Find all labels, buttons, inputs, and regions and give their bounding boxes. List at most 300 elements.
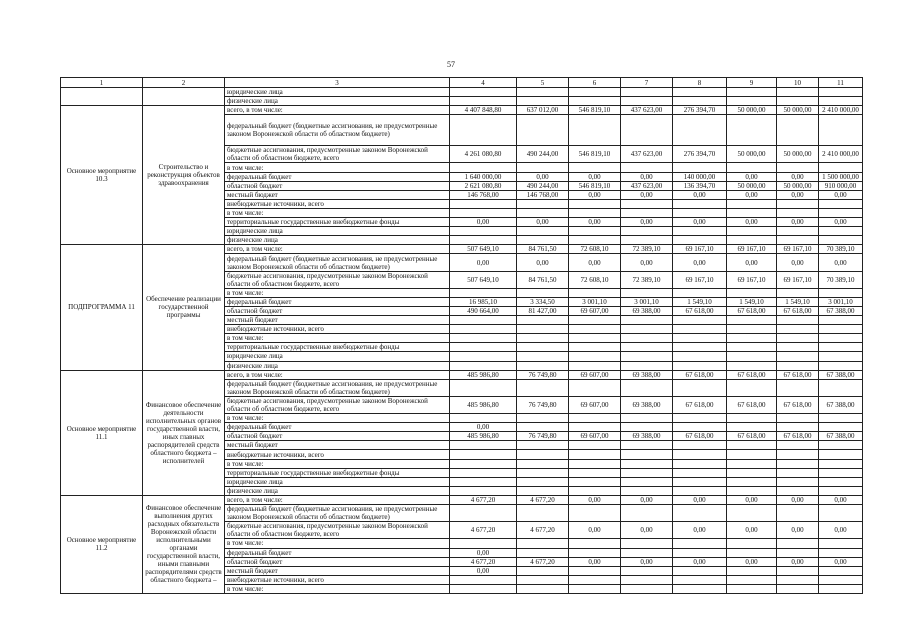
amount-cell	[777, 450, 819, 459]
funding-source-cell: областной бюджет	[225, 181, 450, 190]
amount-cell: 69 167,10	[673, 271, 727, 288]
amount-cell	[727, 539, 777, 548]
amount-cell	[727, 352, 777, 361]
amount-cell	[569, 343, 621, 352]
amount-cell	[777, 88, 819, 97]
amount-cell: 76 749,80	[517, 396, 569, 413]
amount-cell	[727, 325, 777, 334]
amount-cell	[727, 361, 777, 370]
amount-cell	[673, 505, 727, 522]
amount-cell	[621, 441, 673, 450]
amount-cell: 490 244,00	[517, 146, 569, 163]
funding-source-cell: в том числе:	[225, 334, 450, 343]
funding-source-cell: бюджетные ассигнования, предусмотренные законом Воронежской области об областном бюджете, всего	[225, 146, 450, 163]
amount-cell	[727, 477, 777, 486]
amount-cell: 67 618,00	[673, 306, 727, 315]
amount-cell	[517, 379, 569, 396]
amount-cell	[517, 548, 569, 557]
amount-cell	[819, 441, 863, 450]
amount-cell	[621, 208, 673, 217]
funding-source-cell: внебюджетные источники, всего	[225, 575, 450, 584]
amount-cell: 0,00	[621, 254, 673, 271]
amount-cell	[517, 423, 569, 432]
amount-cell	[819, 575, 863, 584]
amount-cell	[727, 288, 777, 297]
amount-cell: 0,00	[450, 566, 517, 575]
amount-cell: 0,00	[777, 254, 819, 271]
amount-cell	[517, 325, 569, 334]
amount-cell	[819, 459, 863, 468]
funding-source-cell: физические лица	[225, 236, 450, 245]
funding-source-cell: физические лица	[225, 361, 450, 370]
funding-source-cell: внебюджетные источники, всего	[225, 199, 450, 208]
amount-cell	[673, 566, 727, 575]
amount-cell	[727, 199, 777, 208]
funding-source-cell: юридические лица	[225, 352, 450, 361]
amount-cell	[727, 236, 777, 245]
column-header: 9	[727, 78, 777, 88]
amount-cell: 0,00	[569, 522, 621, 539]
amount-cell	[819, 352, 863, 361]
amount-cell	[569, 566, 621, 575]
amount-cell: 67 618,00	[673, 370, 727, 379]
amount-cell: 0,00	[727, 190, 777, 199]
amount-cell: 50 000,00	[777, 181, 819, 190]
amount-cell	[727, 163, 777, 172]
amount-cell	[569, 486, 621, 495]
amount-cell	[621, 505, 673, 522]
amount-cell: 437 623,00	[621, 106, 673, 115]
funding-source-cell: территориальные государственные внебюджетные фонды	[225, 343, 450, 352]
amount-cell: 1 549,10	[777, 297, 819, 306]
amount-cell	[819, 115, 863, 146]
amount-cell: 507 649,10	[450, 271, 517, 288]
amount-cell	[727, 423, 777, 432]
amount-cell: 84 761,50	[517, 245, 569, 254]
amount-cell: 67 618,00	[727, 432, 777, 441]
amount-cell	[673, 450, 727, 459]
amount-cell	[673, 199, 727, 208]
amount-cell: 4 677,20	[517, 495, 569, 504]
amount-cell: 0,00	[621, 522, 673, 539]
amount-cell	[450, 316, 517, 325]
column-header: 8	[673, 78, 727, 88]
amount-cell	[727, 414, 777, 423]
amount-cell	[777, 227, 819, 236]
funding-source-cell: бюджетные ассигнования, предусмотренные законом Воронежской области об областном бюджете, всего	[225, 522, 450, 539]
amount-cell	[727, 441, 777, 450]
amount-cell: 637 012,00	[517, 106, 569, 115]
activity-name-cell	[61, 88, 143, 106]
budget-table-container	[60, 77, 863, 594]
activity-description-cell: Строительство и реконструкция объектов здравоохранения	[143, 106, 225, 245]
amount-cell: 437 623,00	[621, 146, 673, 163]
amount-cell	[673, 414, 727, 423]
amount-cell	[777, 468, 819, 477]
amount-cell	[517, 441, 569, 450]
amount-cell: 0,00	[517, 172, 569, 181]
amount-cell	[777, 584, 819, 593]
amount-cell: 72 608,10	[569, 245, 621, 254]
amount-cell: 69 167,10	[777, 245, 819, 254]
amount-cell	[517, 97, 569, 106]
amount-cell	[673, 208, 727, 217]
amount-cell: 67 618,00	[673, 396, 727, 413]
amount-cell	[569, 97, 621, 106]
amount-cell: 69 167,10	[727, 271, 777, 288]
amount-cell: 67 618,00	[777, 432, 819, 441]
amount-cell	[517, 236, 569, 245]
funding-source-cell: бюджетные ассигнования, предусмотренные законом Воронежской области об областном бюджете, всего	[225, 271, 450, 288]
amount-cell: 69 388,00	[621, 306, 673, 315]
amount-cell: 0,00	[673, 218, 727, 227]
amount-cell	[621, 334, 673, 343]
amount-cell	[621, 548, 673, 557]
amount-cell	[450, 441, 517, 450]
amount-cell: 0,00	[727, 172, 777, 181]
activity-name-cell: Основное мероприятие 11.2	[61, 495, 143, 593]
amount-cell: 69 607,00	[569, 370, 621, 379]
amount-cell	[777, 97, 819, 106]
funding-source-cell: федеральный бюджет (бюджетные ассигнования, не предусмотренные законом Воронежской области об областном бюджете)	[225, 505, 450, 522]
funding-source-cell: областной бюджет	[225, 306, 450, 315]
amount-cell	[450, 539, 517, 548]
column-header: 2	[143, 78, 225, 88]
amount-cell: 910 000,00	[819, 181, 863, 190]
amount-cell	[777, 236, 819, 245]
amount-cell: 72 389,10	[621, 271, 673, 288]
amount-cell	[621, 325, 673, 334]
amount-cell	[819, 288, 863, 297]
amount-cell: 0,00	[727, 495, 777, 504]
amount-cell: 0,00	[727, 522, 777, 539]
amount-cell	[569, 379, 621, 396]
amount-cell	[569, 236, 621, 245]
amount-cell: 50 000,00	[777, 146, 819, 163]
amount-cell	[621, 88, 673, 97]
amount-cell: 276 394,70	[673, 146, 727, 163]
amount-cell	[777, 423, 819, 432]
amount-cell	[569, 548, 621, 557]
activity-name-cell: ПОДПРОГРАММА 11	[61, 245, 143, 370]
amount-cell	[450, 361, 517, 370]
amount-cell	[450, 584, 517, 593]
amount-cell	[569, 441, 621, 450]
amount-cell: 437 623,00	[621, 181, 673, 190]
amount-cell	[450, 486, 517, 495]
activity-description-cell	[143, 88, 225, 106]
amount-cell	[450, 343, 517, 352]
budget-table-body	[61, 78, 863, 594]
amount-cell	[517, 343, 569, 352]
amount-cell	[673, 88, 727, 97]
amount-cell	[727, 343, 777, 352]
amount-cell	[819, 486, 863, 495]
amount-cell	[727, 334, 777, 343]
amount-cell	[517, 584, 569, 593]
amount-cell	[673, 379, 727, 396]
funding-source-cell: всего, в том числе:	[225, 106, 450, 115]
amount-cell	[621, 459, 673, 468]
amount-cell	[517, 361, 569, 370]
amount-cell	[727, 450, 777, 459]
amount-cell	[621, 566, 673, 575]
amount-cell	[819, 316, 863, 325]
amount-cell	[621, 288, 673, 297]
amount-cell: 16 985,10	[450, 297, 517, 306]
amount-cell	[777, 575, 819, 584]
amount-cell	[727, 575, 777, 584]
amount-cell	[569, 539, 621, 548]
amount-cell	[673, 236, 727, 245]
amount-cell: 4 407 848,80	[450, 106, 517, 115]
amount-cell: 76 749,80	[517, 432, 569, 441]
amount-cell	[673, 115, 727, 146]
amount-cell	[673, 584, 727, 593]
amount-cell	[450, 288, 517, 297]
amount-cell: 84 761,50	[517, 271, 569, 288]
amount-cell	[673, 352, 727, 361]
amount-cell: 0,00	[777, 522, 819, 539]
amount-cell	[819, 361, 863, 370]
amount-cell	[727, 115, 777, 146]
amount-cell: 507 649,10	[450, 245, 517, 254]
amount-cell	[819, 539, 863, 548]
column-header: 4	[450, 78, 517, 88]
amount-cell: 0,00	[819, 522, 863, 539]
amount-cell	[569, 459, 621, 468]
amount-cell: 50 000,00	[727, 106, 777, 115]
funding-source-cell: территориальные государственные внебюджетные фонды	[225, 218, 450, 227]
amount-cell	[777, 325, 819, 334]
amount-cell	[819, 236, 863, 245]
amount-cell: 72 608,10	[569, 271, 621, 288]
amount-cell	[517, 163, 569, 172]
amount-cell	[727, 584, 777, 593]
column-header: 7	[621, 78, 673, 88]
funding-source-cell: всего, в том числе:	[225, 245, 450, 254]
funding-source-cell: в том числе:	[225, 414, 450, 423]
funding-source-cell: юридические лица	[225, 88, 450, 97]
funding-source-cell: всего, в том числе:	[225, 495, 450, 504]
amount-cell	[517, 352, 569, 361]
amount-cell: 4 677,20	[450, 522, 517, 539]
funding-source-cell: местный бюджет	[225, 566, 450, 575]
amount-cell	[621, 361, 673, 370]
amount-cell	[569, 477, 621, 486]
amount-cell	[819, 423, 863, 432]
amount-cell: 0,00	[819, 254, 863, 271]
amount-cell: 50 000,00	[777, 106, 819, 115]
amount-cell	[621, 236, 673, 245]
amount-cell	[450, 334, 517, 343]
funding-source-cell: федеральный бюджет	[225, 172, 450, 181]
amount-cell: 4 677,20	[517, 557, 569, 566]
amount-cell	[777, 208, 819, 217]
amount-cell: 70 389,10	[819, 271, 863, 288]
amount-cell	[673, 459, 727, 468]
amount-cell	[673, 227, 727, 236]
amount-cell	[569, 325, 621, 334]
amount-cell: 4 677,20	[450, 557, 517, 566]
amount-cell	[727, 459, 777, 468]
amount-cell: 0,00	[621, 557, 673, 566]
amount-cell	[673, 361, 727, 370]
column-header: 10	[777, 78, 819, 88]
amount-cell	[621, 115, 673, 146]
amount-cell	[673, 288, 727, 297]
amount-cell: 546 819,10	[569, 106, 621, 115]
amount-cell	[621, 379, 673, 396]
amount-cell	[450, 236, 517, 245]
amount-cell	[727, 208, 777, 217]
amount-cell: 67 618,00	[673, 432, 727, 441]
amount-cell	[450, 379, 517, 396]
amount-cell: 67 618,00	[777, 396, 819, 413]
amount-cell: 0,00	[777, 172, 819, 181]
amount-cell: 67 388,00	[819, 396, 863, 413]
funding-source-cell: федеральный бюджет (бюджетные ассигнования, не предусмотренные законом Воронежской области об областном бюджете)	[225, 379, 450, 396]
amount-cell	[569, 288, 621, 297]
amount-cell	[727, 548, 777, 557]
amount-cell	[819, 505, 863, 522]
amount-cell	[569, 88, 621, 97]
amount-cell	[517, 414, 569, 423]
amount-cell	[569, 163, 621, 172]
amount-cell	[673, 163, 727, 172]
amount-cell: 67 388,00	[819, 370, 863, 379]
amount-cell	[777, 343, 819, 352]
amount-cell: 2 410 000,00	[819, 146, 863, 163]
amount-cell	[819, 88, 863, 97]
amount-cell	[450, 459, 517, 468]
amount-cell	[673, 343, 727, 352]
funding-source-cell: федеральный бюджет	[225, 297, 450, 306]
amount-cell	[569, 414, 621, 423]
amount-cell	[777, 115, 819, 146]
amount-cell	[517, 227, 569, 236]
amount-cell	[621, 343, 673, 352]
amount-cell: 0,00	[569, 495, 621, 504]
amount-cell: 0,00	[569, 172, 621, 181]
amount-cell: 67 388,00	[819, 306, 863, 315]
amount-cell	[673, 97, 727, 106]
amount-cell	[621, 227, 673, 236]
amount-cell	[517, 316, 569, 325]
amount-cell	[517, 88, 569, 97]
amount-cell: 81 427,00	[517, 306, 569, 315]
amount-cell	[777, 288, 819, 297]
amount-cell	[621, 539, 673, 548]
amount-cell	[819, 414, 863, 423]
amount-cell	[569, 584, 621, 593]
amount-cell	[777, 539, 819, 548]
amount-cell: 69 167,10	[673, 245, 727, 254]
amount-cell	[673, 441, 727, 450]
amount-cell: 0,00	[450, 423, 517, 432]
amount-cell	[569, 227, 621, 236]
activity-description-cell: Финансовое обеспечение выполнения других расходных обязательств Воронежской области исполнительными органами государственной власти, иными главными распорядителями средств областного бюджета –	[143, 495, 225, 593]
amount-cell: 0,00	[621, 172, 673, 181]
amount-cell	[450, 199, 517, 208]
amount-cell	[569, 199, 621, 208]
amount-cell: 136 394,70	[673, 181, 727, 190]
amount-cell	[673, 477, 727, 486]
amount-cell	[727, 316, 777, 325]
amount-cell: 76 749,80	[517, 370, 569, 379]
amount-cell: 0,00	[673, 495, 727, 504]
amount-cell: 1 549,10	[727, 297, 777, 306]
amount-cell	[517, 575, 569, 584]
amount-cell	[777, 477, 819, 486]
funding-source-cell: физические лица	[225, 97, 450, 106]
amount-cell: 3 001,10	[819, 297, 863, 306]
amount-cell	[621, 414, 673, 423]
amount-cell: 546 819,10	[569, 181, 621, 190]
amount-cell: 0,00	[621, 495, 673, 504]
amount-cell: 485 986,80	[450, 370, 517, 379]
funding-source-cell: внебюджетные источники, всего	[225, 325, 450, 334]
amount-cell	[673, 325, 727, 334]
amount-cell: 0,00	[819, 218, 863, 227]
amount-cell	[727, 88, 777, 97]
amount-cell: 67 618,00	[727, 370, 777, 379]
funding-source-cell: территориальные государственные внебюджетные фонды	[225, 468, 450, 477]
amount-cell	[777, 441, 819, 450]
amount-cell	[517, 468, 569, 477]
amount-cell: 0,00	[819, 557, 863, 566]
column-header: 6	[569, 78, 621, 88]
amount-cell	[777, 163, 819, 172]
amount-cell	[450, 468, 517, 477]
amount-cell: 72 389,10	[621, 245, 673, 254]
amount-cell	[777, 459, 819, 468]
amount-cell	[517, 450, 569, 459]
amount-cell: 69 607,00	[569, 306, 621, 315]
amount-cell: 0,00	[450, 254, 517, 271]
amount-cell: 0,00	[777, 190, 819, 199]
amount-cell	[517, 477, 569, 486]
column-header: 5	[517, 78, 569, 88]
amount-cell	[777, 352, 819, 361]
amount-cell: 485 986,80	[450, 396, 517, 413]
funding-source-cell: всего, в том числе:	[225, 370, 450, 379]
amount-cell	[517, 566, 569, 575]
amount-cell	[569, 208, 621, 217]
amount-cell	[450, 115, 517, 146]
amount-cell	[517, 486, 569, 495]
amount-cell	[569, 361, 621, 370]
amount-cell	[517, 539, 569, 548]
column-header: 11	[819, 78, 863, 88]
amount-cell	[517, 505, 569, 522]
amount-cell	[727, 468, 777, 477]
amount-cell	[673, 468, 727, 477]
amount-cell: 0,00	[621, 218, 673, 227]
amount-cell	[621, 199, 673, 208]
amount-cell: 69 167,10	[777, 271, 819, 288]
amount-cell: 146 768,00	[450, 190, 517, 199]
amount-cell	[569, 334, 621, 343]
amount-cell	[819, 450, 863, 459]
amount-cell	[569, 468, 621, 477]
amount-cell	[673, 316, 727, 325]
funding-source-cell: в том числе:	[225, 163, 450, 172]
amount-cell	[819, 343, 863, 352]
amount-cell: 50 000,00	[727, 181, 777, 190]
amount-cell	[819, 584, 863, 593]
amount-cell	[517, 288, 569, 297]
